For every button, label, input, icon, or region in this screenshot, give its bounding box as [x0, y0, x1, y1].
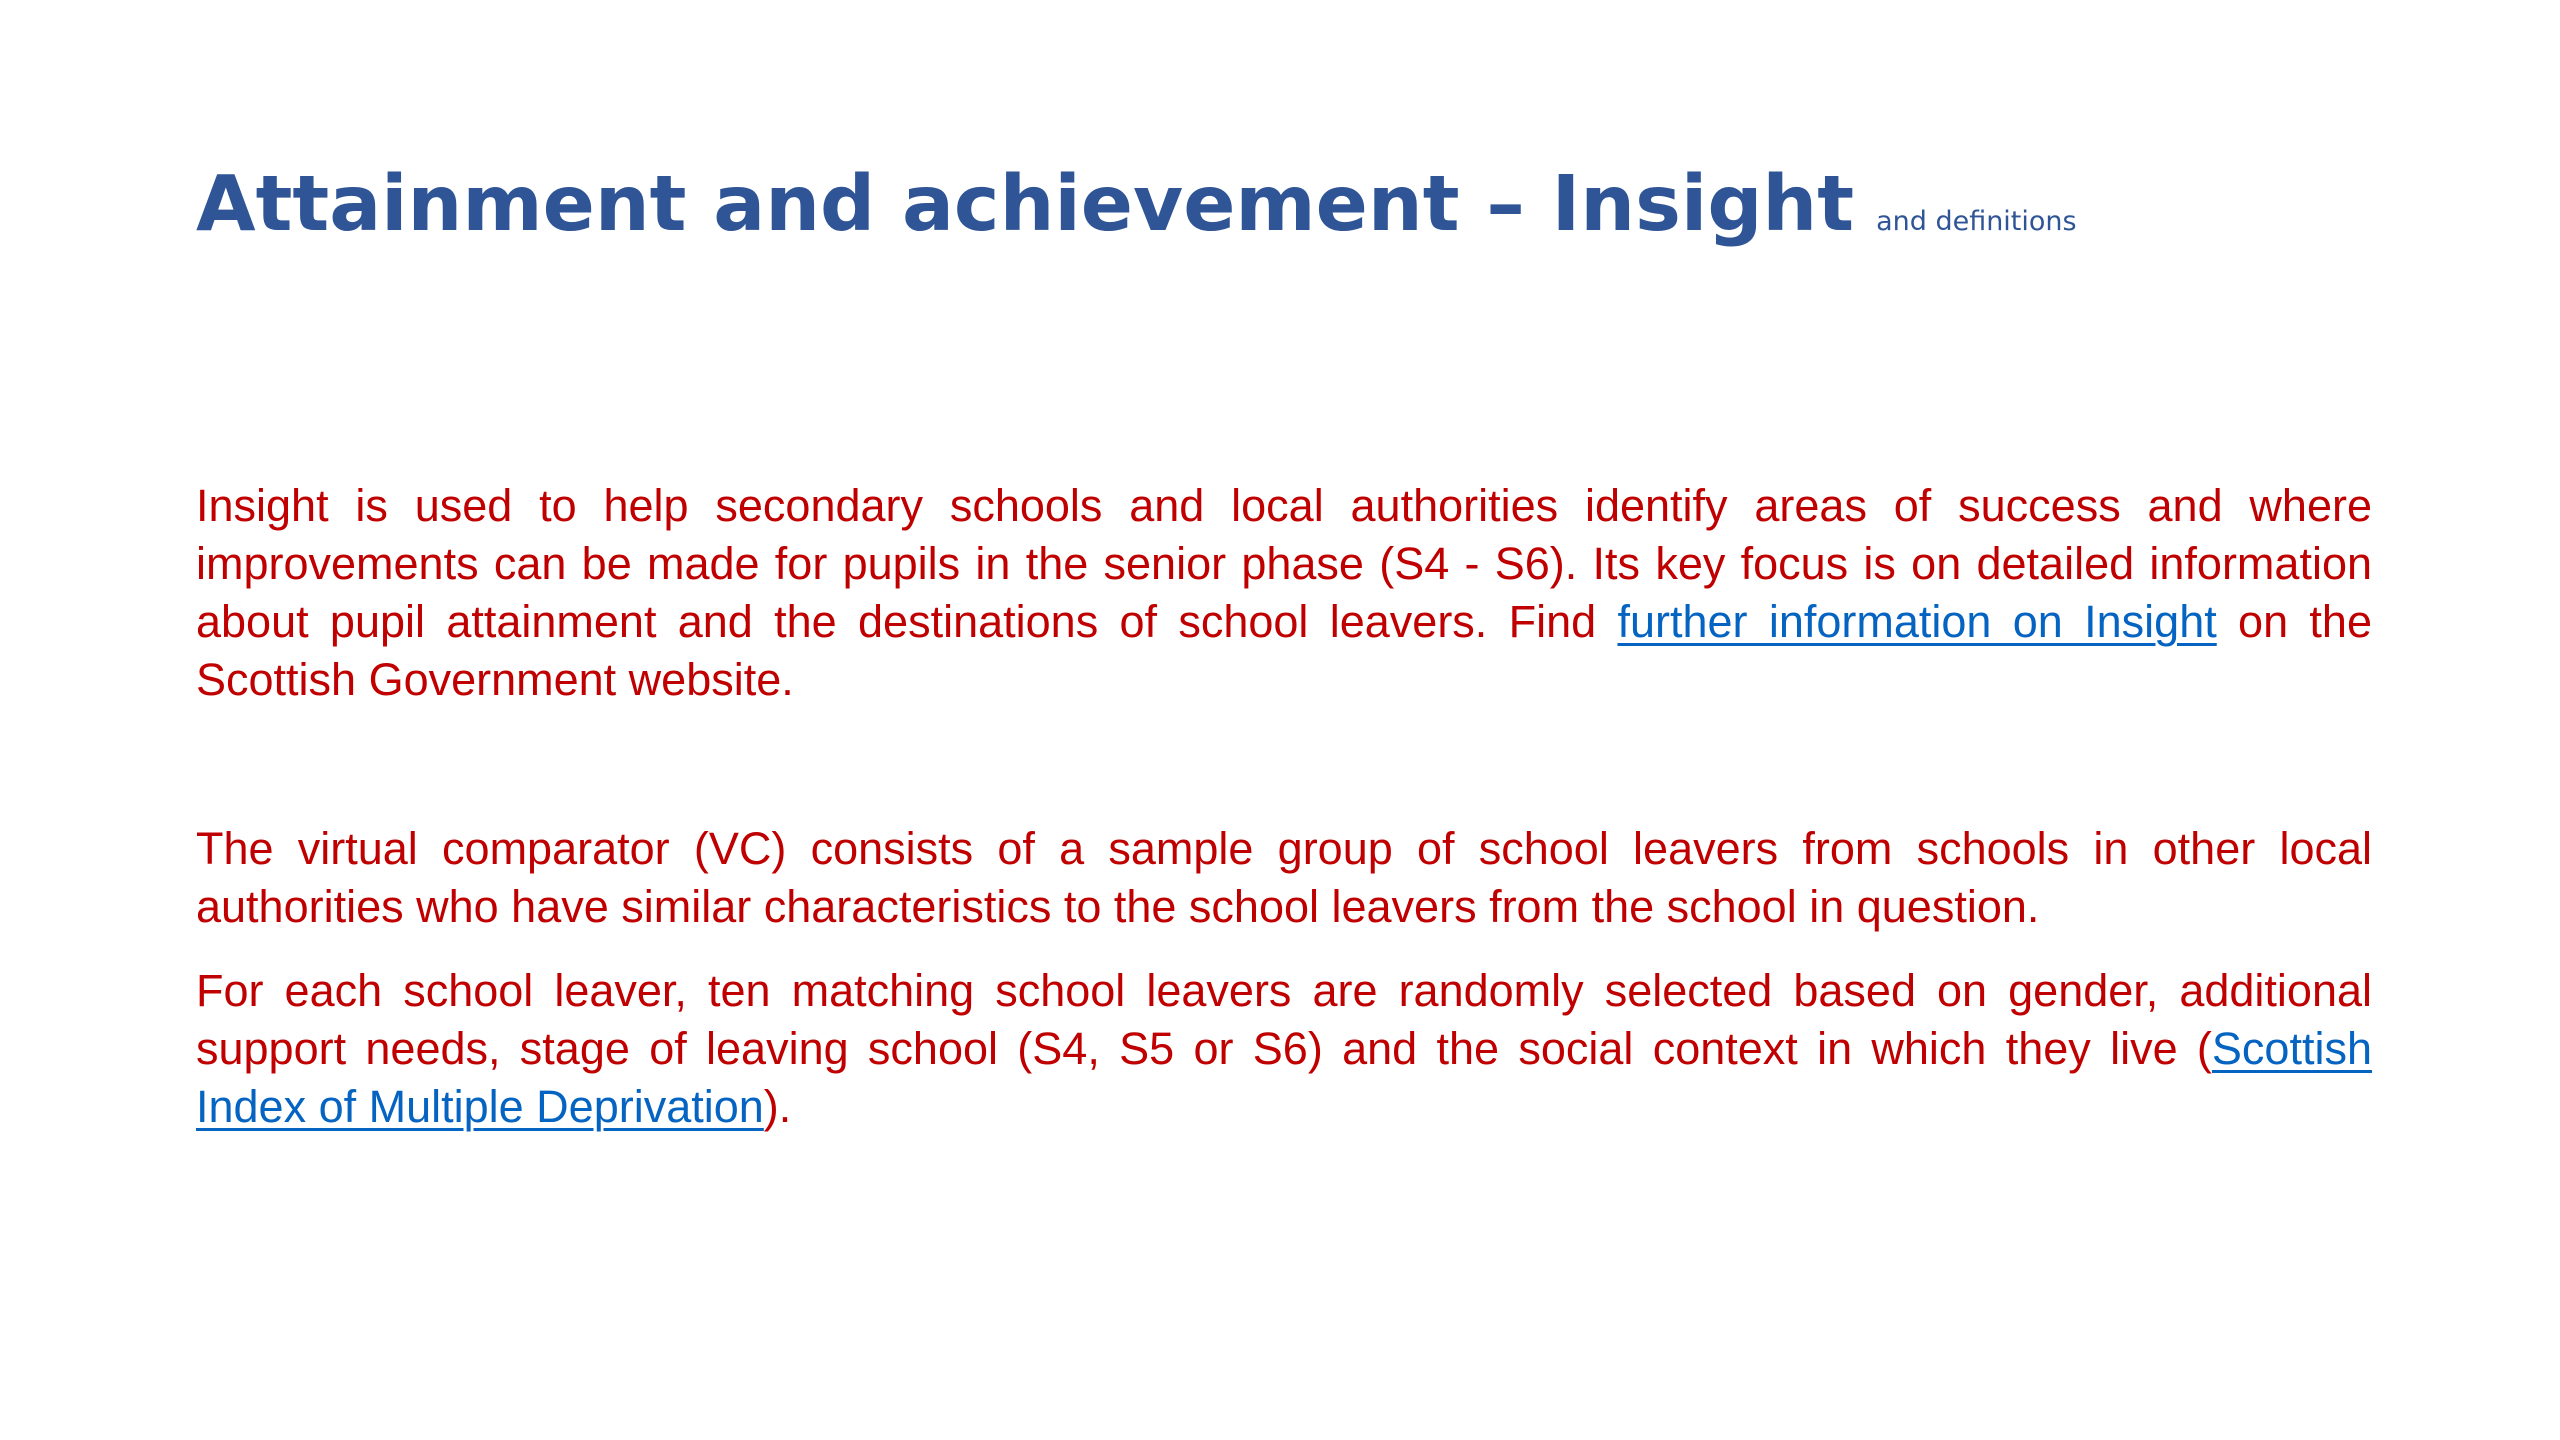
simd-link[interactable]: Scottish Index of Multiple Deprivation: [196, 1023, 2372, 1132]
matching-text-before-link: For each school leaver, ten matching school leavers are randomly selected based on gender, additional support needs, stage of leaving school (S4, S5 or S6) and the social context in which they live (: [196, 965, 2372, 1074]
slide-title-row: [196, 160, 2077, 249]
insight-paragraph: [196, 477, 2372, 709]
slide-title-suffix: and definitions: [1876, 206, 2077, 237]
virtual-comparator-paragraph: The virtual comparator (VC) consists of a sample group of school leavers from schools in other local authorities who have similar characteristics to the school leavers from the school in question.: [196, 823, 2372, 932]
insight-text-before-link: Insight is used to help secondary schools and local authorities identify areas of success and where improvements can be made for pupils in the senior phase (S4 - S6). Its key focus is on detailed information about pupil attainment and the destinations of school leavers. Find: [196, 480, 2372, 647]
insight-text-after-link: on the Scottish Government website.: [196, 596, 2372, 705]
slide-title: Attainment and achievement – Insight: [196, 160, 1855, 249]
matching-text-after-link: ).: [763, 1081, 792, 1132]
matching-leavers-paragraph: [196, 962, 2372, 1136]
further-information-link[interactable]: further information on Insight: [1617, 596, 2217, 647]
